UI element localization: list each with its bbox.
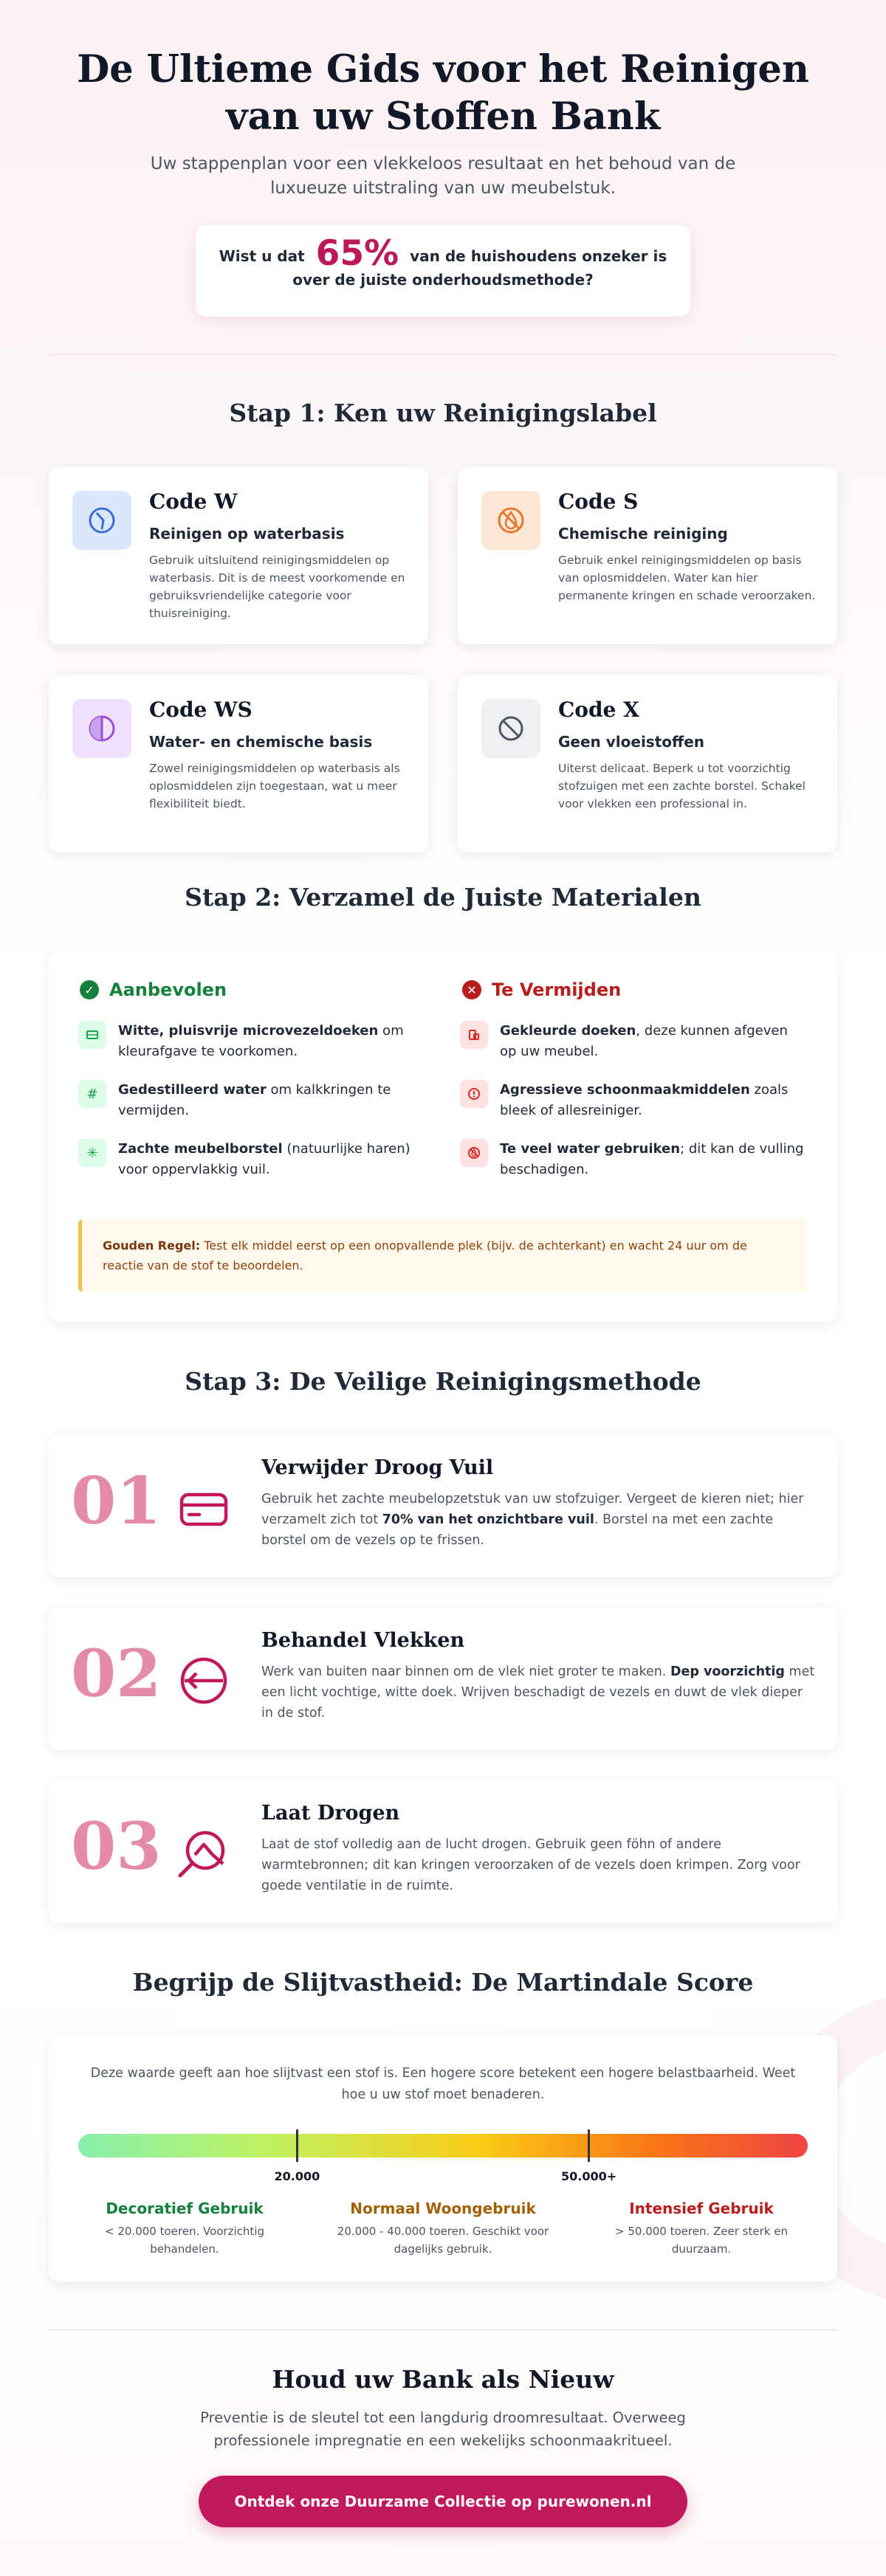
golden-rule-text: Test elk middel eerst op een onopvallende plek (bijv. de achterkant) en wacht 24 uur om de reactie van de stof te beoordelen. xyxy=(103,1239,747,1272)
divider xyxy=(49,354,837,355)
step-description xyxy=(261,1489,815,1551)
inward-arrow-icon xyxy=(174,1651,233,1710)
air-dry-icon xyxy=(174,1824,233,1883)
martindale-category xyxy=(332,2197,554,2258)
forbidden-icon xyxy=(481,699,540,758)
stat-line2: over de juiste onderhoudsmethode? xyxy=(292,271,594,289)
label-subtitle: Chemische reiniging xyxy=(558,525,728,543)
label-subtitle: Water- en chemische basis xyxy=(149,733,373,751)
label-code: Code S xyxy=(558,489,639,514)
item-bold: Gedestilleerd water xyxy=(118,1082,267,1098)
martindale-tick xyxy=(296,2129,298,2162)
category-heading: Decoratief Gebruik xyxy=(106,2200,264,2217)
footer-text: Preventie is de sleutel tot een langdurig droomresultaat. Overweeg professionele impregnatie en een wekelijks schoonmaakritueel. xyxy=(200,2409,686,2449)
avoid-item xyxy=(460,1080,807,1121)
divider xyxy=(49,2329,837,2330)
warning-icon xyxy=(460,1080,488,1108)
step-text: Gebruik het zachte meubelopzetstuk van uw stofzuiger. Vergeet de kieren niet; hier verzamelt zich tot xyxy=(261,1492,804,1527)
recommended-heading xyxy=(80,979,227,1000)
item-bold: Te veel water gebruiken xyxy=(500,1141,681,1157)
avoid-heading xyxy=(462,979,621,1000)
label-code: Code WS xyxy=(149,698,253,722)
category-description: > 50.000 toeren. Zeer sterk en duurzaam. xyxy=(615,2225,788,2256)
step-text: . Borstel na met een zachte borstel om de vezels op te frissen. xyxy=(261,1512,774,1548)
item-bold: Agressieve schoonmaakmiddelen xyxy=(500,1082,750,1098)
item-text: (natuurlijke haren) voor oppervlakkig vuil. xyxy=(118,1141,411,1177)
step-bold: Dep voorzichtig xyxy=(670,1664,785,1679)
cloth-icon xyxy=(78,1021,106,1049)
category-heading: Normaal Woongebruik xyxy=(350,2200,536,2217)
label-description: Uiterst delicaat. Beperk u tot voorzichtig stofzuigen met een zachte borstel. Schakel voor vlekken een professional in. xyxy=(558,762,806,810)
label-code: Code X xyxy=(558,698,639,722)
step-number: 03 xyxy=(71,1808,162,1884)
avoid-item xyxy=(460,1139,807,1180)
step-text: met een licht vochtige, witte doek. Wrijven beschadigt de vezels en duwt de vlek dieper in de stof. xyxy=(261,1664,815,1721)
hash-icon: # xyxy=(78,1080,106,1108)
water-icon xyxy=(72,491,131,550)
category-description: 20.000 - 40.000 toeren. Geschikt voor dagelijks gebruik. xyxy=(337,2225,549,2256)
category-heading: Intensief Gebruik xyxy=(629,2200,774,2217)
vacuum-icon xyxy=(174,1478,233,1537)
avoid-heading-label: Te Vermijden xyxy=(492,979,622,1000)
martindale-category xyxy=(74,2197,295,2258)
label-description: Gebruik enkel reinigingsmiddelen op basis van oplosmiddelen. Water kan hier permanente kringen en schade veroorzaken. xyxy=(558,554,816,602)
step-card-2 xyxy=(49,1607,837,1750)
label-card-w xyxy=(49,467,428,644)
item-text: om kalkkringen te vermijden. xyxy=(118,1082,391,1118)
martindale-tick xyxy=(588,2129,590,2162)
no-drop-icon xyxy=(460,1139,488,1167)
no-water-icon xyxy=(481,491,540,550)
martindale-card xyxy=(49,2035,837,2281)
recommended-heading-label: Aanbevolen xyxy=(109,979,227,1000)
recommended-item xyxy=(78,1080,425,1121)
colored-cloth-icon xyxy=(460,1021,488,1049)
collection-cta-button[interactable]: Ontdek onze Duurzame Collectie op purewonen.nl xyxy=(199,2476,687,2527)
item-text: , deze kunnen afgeven op uw meubel. xyxy=(500,1023,788,1059)
step-text: Werk van buiten naar binnen om de vlek niet groter te maken. xyxy=(261,1664,670,1679)
martindale-tick-label: 50.000+ xyxy=(561,2169,617,2183)
step-number: 01 xyxy=(71,1462,162,1539)
stat-callout xyxy=(196,225,690,317)
step-title: Laat Drogen xyxy=(261,1802,400,1825)
label-card-ws xyxy=(49,675,428,853)
step-title: Behandel Vlekken xyxy=(261,1629,465,1652)
item-bold: Zachte meubelborstel xyxy=(118,1141,283,1157)
cross-icon: ✕ xyxy=(462,980,481,999)
check-icon: ✓ xyxy=(80,980,99,999)
stat-prefix: Wist u dat xyxy=(219,247,305,265)
step1-title: Stap 1: Ken uw Reinigingslabel xyxy=(229,399,657,427)
item-bold: Gekleurde doeken xyxy=(500,1023,636,1039)
stat-value: 65% xyxy=(315,233,399,274)
step-bold: 70% van het onzichtbare vuil xyxy=(382,1512,594,1527)
footer-title: Houd uw Bank als Nieuw xyxy=(272,2365,614,2394)
stat-suffix: van de huishoudens onzeker is xyxy=(410,247,667,265)
label-subtitle: Geen vloeistoffen xyxy=(558,733,705,751)
recommended-item xyxy=(78,1139,425,1180)
step-title: Verwijder Droog Vuil xyxy=(261,1456,494,1479)
step-description xyxy=(261,1834,815,1896)
label-code: Code W xyxy=(149,489,238,514)
item-bold: Witte, pluisvrije microvezeldoeken xyxy=(118,1023,379,1039)
step-card-1 xyxy=(49,1434,837,1577)
sparkle-icon: ✳ xyxy=(78,1139,106,1167)
avoid-item xyxy=(460,1021,807,1062)
category-description: < 20.000 toeren. Voorzichtig behandelen. xyxy=(105,2225,264,2256)
martindale-intro: Deze waarde geeft aan hoe slijtvast een stof is. Een hogere score betekent een hogere belastbaarheid. Weet hoe u uw stof moet benaderen. xyxy=(90,2066,796,2102)
step-description xyxy=(261,1661,815,1723)
recommended-item xyxy=(78,1021,425,1062)
step-number: 02 xyxy=(71,1635,162,1712)
label-description: Zowel reinigingsmiddelen op waterbasis als oplosmiddelen zijn toegestaan, wat u meer flexibiliteit biedt. xyxy=(149,762,400,810)
half-circle-icon xyxy=(72,699,131,758)
martindale-scale-bar xyxy=(78,2134,808,2157)
materials-card xyxy=(49,950,837,1322)
item-text: om kleurafgave te voorkomen. xyxy=(118,1023,404,1059)
golden-rule-label: Gouden Regel: xyxy=(103,1239,201,1253)
page-title: De Ultieme Gids voor het Reinigen van uw Stoffen Bank xyxy=(77,47,809,139)
label-card-x xyxy=(458,675,837,853)
martindale-title: Begrijp de Slijtvastheid: De Martindale Score xyxy=(132,1968,754,1997)
step2-title: Stap 2: Verzamel de Juiste Materialen xyxy=(185,883,701,912)
martindale-category xyxy=(591,2197,812,2258)
label-subtitle: Reinigen op waterbasis xyxy=(149,525,345,543)
label-description: Gebruik uitsluitend reinigingsmiddelen op waterbasis. Dit is de meest voorkomende en gebruiksvriendelijke categorie voor thuisreiniging. xyxy=(149,554,405,620)
item-text: ; dit kan de vulling beschadigen. xyxy=(500,1141,804,1177)
item-text: zoals bleek of allesreiniger. xyxy=(500,1082,789,1118)
golden-rule xyxy=(78,1219,808,1292)
page-subtitle: Uw stappenplan voor een vlekkeloos resultaat en het behoud van de luxueuze uitstraling van uw meubelstuk. xyxy=(150,154,736,198)
martindale-tick-label: 20.000 xyxy=(274,2169,320,2183)
step3-title: Stap 3: De Veilige Reinigingsmethode xyxy=(185,1367,701,1396)
step-text: Laat de stof volledig aan de lucht drogen. Gebruik geen föhn of andere warmtebronnen; dit kan kringen veroorzaken of de vezels doen krimpen. Zorg voor goede ventilatie in de ruimte. xyxy=(261,1837,800,1893)
step-card-3 xyxy=(49,1780,837,1923)
label-card-s xyxy=(458,467,837,644)
